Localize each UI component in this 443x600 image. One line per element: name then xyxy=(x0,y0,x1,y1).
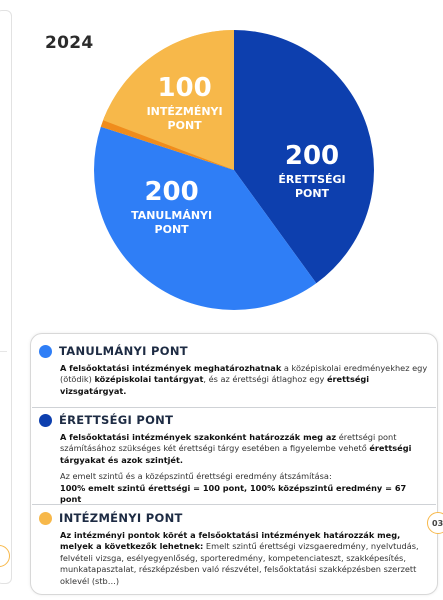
bold-text: A felsőoktatási intézmények meghatározhatnak xyxy=(60,363,282,373)
section-paragraph xyxy=(60,530,429,587)
section-body xyxy=(60,432,429,505)
text: Az emelt szintű és a középszintű érettségi eredmény átszámítása: xyxy=(60,471,332,482)
pie-category-label: TANULMÁNYI xyxy=(131,209,213,222)
pie-value-label: 100 xyxy=(157,73,212,103)
pie-value-label: 200 xyxy=(284,141,340,171)
section-paragraph xyxy=(60,471,429,505)
section-header xyxy=(39,344,437,358)
pie-value-label: 200 xyxy=(144,177,199,207)
section-divider xyxy=(32,407,436,408)
section-title: INTÉZMÉNYI PONT xyxy=(59,511,183,525)
section-divider xyxy=(32,504,436,505)
pie-category-label: PONT xyxy=(154,223,189,236)
section-paragraph xyxy=(60,432,429,466)
text: a középiskolai eredményekhez egy (ötödik) xyxy=(60,363,428,385)
bold-text: középiskolai tantárgyat xyxy=(94,374,204,385)
section-title: ÉRETTSÉGI PONT xyxy=(59,413,174,427)
left-panel-divider xyxy=(0,351,7,352)
section-erettsegi xyxy=(31,413,437,505)
text: Emelt szintű érettségi vizsgaeredmény, nyelvtudás, felvételi vizsga, esélyegyenlőség, sporteredmény, kompetenciateszt, szakképesítés, munkatapasztalat, részképzésben való részvétel, felsőoktatási szakképzésben szerzett oklevél (stb…) xyxy=(60,541,419,586)
section-dot-icon xyxy=(39,414,52,427)
pie-category-label: INTÉZMÉNYI xyxy=(146,105,223,118)
section-intezmenyi xyxy=(31,511,437,587)
text: , és az érettségi átlaghoz egy xyxy=(203,374,327,385)
text: érettségi pont számításához szükséges két érettségi tárgy esetében a figyelembe vehető xyxy=(60,432,397,454)
pie-category-label: PONT xyxy=(167,119,202,132)
section-body xyxy=(60,363,429,397)
pie-category-label: PONT xyxy=(294,187,330,200)
section-tanulmanyi xyxy=(31,344,437,397)
section-dot-icon xyxy=(39,345,52,358)
section-title: TANULMÁNYI PONT xyxy=(59,344,188,358)
bold-text: érettségi vizsgatárgyat. xyxy=(60,374,370,396)
page-number-badge: 03 xyxy=(427,512,443,534)
bold-text: 100% emelt szintű érettségi = 100 pont, 100% középszintű eredmény = 67 pont xyxy=(60,482,407,505)
section-dot-icon xyxy=(39,512,52,525)
bold-text: A felsőoktatási intézmények szakonként határozzák meg az xyxy=(60,432,337,442)
bold-text: Az intézményi pontok körét a felsőoktatási intézmények határozzák meg, melyek a következők lehetnek: xyxy=(60,530,401,552)
section-header xyxy=(39,511,437,525)
pie-category-label: ÉRETTSÉGI xyxy=(278,173,346,186)
bold-text: érettségi tárgyakat és azok szintjét. xyxy=(60,443,412,465)
section-header xyxy=(39,413,437,427)
year-title: 2024 xyxy=(45,33,94,53)
section-body xyxy=(60,530,429,587)
info-card xyxy=(30,333,438,595)
section-paragraph xyxy=(60,363,429,397)
